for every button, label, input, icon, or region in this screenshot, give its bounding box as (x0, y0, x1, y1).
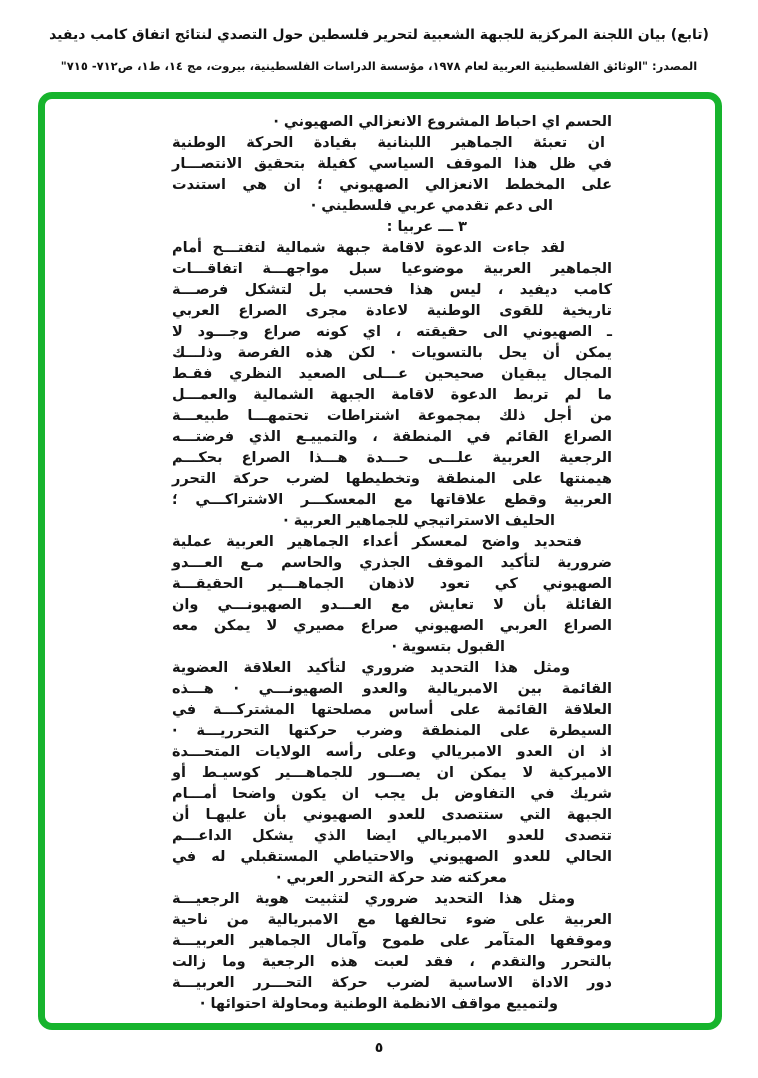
text-line: كامب ديفيد ، ليس هذا فحسب بل لتشكل فرصـــة (172, 282, 612, 298)
document-title: (تابع) بيان اللجنة المركزية للجبهة الشعبية لتحرير فلسطين حول التصدي لنتائج اتفاق كامب ديفيد (49, 27, 709, 43)
text-line: في ظل هذا الموقف السياسي كفيلة بتحقيق الانتصـــار (172, 156, 612, 172)
text-line: من أجل ذلك بمجموعة اشتراطات تحتمهـــا طبيعـــة (172, 408, 612, 424)
page-number: ٥ (374, 1040, 384, 1056)
text-line: تتصدى للعدو الامبريالي ايضا الذي يشكل الداعـــم (172, 828, 612, 844)
text-line: الجماهير العربية موضوعيا سبل مواجهـــة اتفاقـــات (172, 261, 612, 277)
text-line: الصراع القائم في المنطقة ، والتمييـع الذي فرضتـــه (172, 429, 612, 445)
text-line: اذ ان العدو الامبريالي وعلى رأسه الولايات المتحـــدة (172, 744, 612, 760)
text-line: القائمة بين الامبريالية والعدو الصهيونـــي · هـــذه (172, 681, 612, 697)
body-text (172, 112, 612, 1015)
text-line: الى دعم تقدمي عربي فلسطيني · (310, 198, 553, 214)
text-line: الصراع العربي الصهيوني صراع مصيري لا يمكن معه (172, 618, 612, 634)
text-line: الحسم اي احباط المشروع الانعزالي الصهيوني · (273, 114, 612, 130)
text-line: ما لم تربط الدعوة لاقامة الجبهة الشمالية والعمـــل (172, 387, 612, 403)
text-line: ومثل هذا التحديد ضروري لتأكيد العلاقة العضوية (172, 660, 570, 676)
text-line: العلاقة القائمة على أساس مصلحتها المشتركـــة في (172, 702, 612, 718)
text-line: الحالي للعدو الصهيوني والاحتياطي المستقبلي له في (172, 849, 612, 865)
text-line: القبول بتسوية · (391, 639, 505, 655)
text-line: الصهيوني كي تعود لاذهان الجماهـــير الحقيقـــة (172, 576, 612, 592)
text-line: الحليف الاستراتيجي للجماهير العربية · (283, 513, 555, 529)
text-line: معركته ضد حركة التحرر العربي · (275, 870, 507, 886)
text-line: العربية وقطع علاقاتها مع المعسكـــر الاشتراكـــي ؛ (172, 492, 612, 508)
text-line: ان تعبئة الجماهير اللبنانية بقيادة الحركة الوطنية (172, 135, 605, 151)
text-line: لقد جاءت الدعوة لاقامة جبهة شمالية لتفتـــح أمام (172, 240, 565, 256)
text-line: تاريخية للقوى الوطنية لاعادة مجرى الصراع العربي (172, 303, 612, 319)
text-line: السيطرة على المنطقة وضرب حركتها التحرريـــة · (172, 723, 612, 739)
section-heading: ٣ ـــ عربيا : (386, 219, 467, 235)
text-line: شريك في التفاوض بل يجب ان يكون واضحا أمـــام (172, 786, 612, 802)
text-line: الاميركية لا يمكن ان يصـــور للجماهـــير كوسيـط أو (172, 765, 612, 781)
text-line: ضرورية لتأكيد الموقف الجذري والحاسم مـع العـــدو (172, 555, 612, 571)
text-line: فتحديد واضح لمعسكر أعداء الجماهير العربية عملية (172, 534, 582, 550)
text-line: المجال يبقيان صحيحين عـــلى الصعيد النظري فقـط (172, 366, 612, 382)
text-line: هيمنتها على المنطقة وتخطيطها لضرب حركة التحرر (172, 471, 612, 487)
text-line: الرجعية العربية علـــى حـــدة هـــذا الصراع بحكـــم (172, 450, 612, 466)
text-line: ـ الصهيوني الى حقيقته ، اي كونه صراع وجـــود لا (172, 324, 612, 340)
text-line: ومثل هذا التحديد ضروري لتثبيت هوية الرجعيـــة (172, 891, 575, 907)
text-line: على المخطط الانعزالي الصهيوني ؛ ان هي استندت (172, 177, 612, 193)
text-line: يمكن أن يحل بالتسويات · لكن هذه الفرصة وذلـــك (172, 345, 612, 361)
text-line: القائلة بأن لا تعايش مع العـــدو الصهيونـــي وان (172, 597, 612, 613)
text-line: بالتحرر والتقدم ، فقد لعبت هذه الرجعية وما زالت (172, 954, 612, 970)
text-line: الجبهة التي ستتصدى للعدو الصهيوني بأن عليهـا أن (172, 807, 612, 823)
text-line: وموقفها المتآمر على طموح وآمال الجماهير العربيـــة (172, 933, 612, 949)
text-line: العربية على ضوء تحالفها مع الامبريالية من ناحية (172, 912, 612, 928)
text-line: ولتمييع مواقف الانظمة الوطنية ومحاولة احتوائها · (199, 996, 558, 1012)
text-line: دور الاداة الاساسية لضرب حركة التحـــرر العربيـــة (172, 975, 612, 991)
document-source-line: المصدر: "الوثائق الفلسطينية العربية لعام ١٩٧٨، مؤسسة الدراسات الفلسطينية، بيروت، مج ١٤، ط١، ص٧١٢- ٧١٥" (60, 59, 698, 73)
